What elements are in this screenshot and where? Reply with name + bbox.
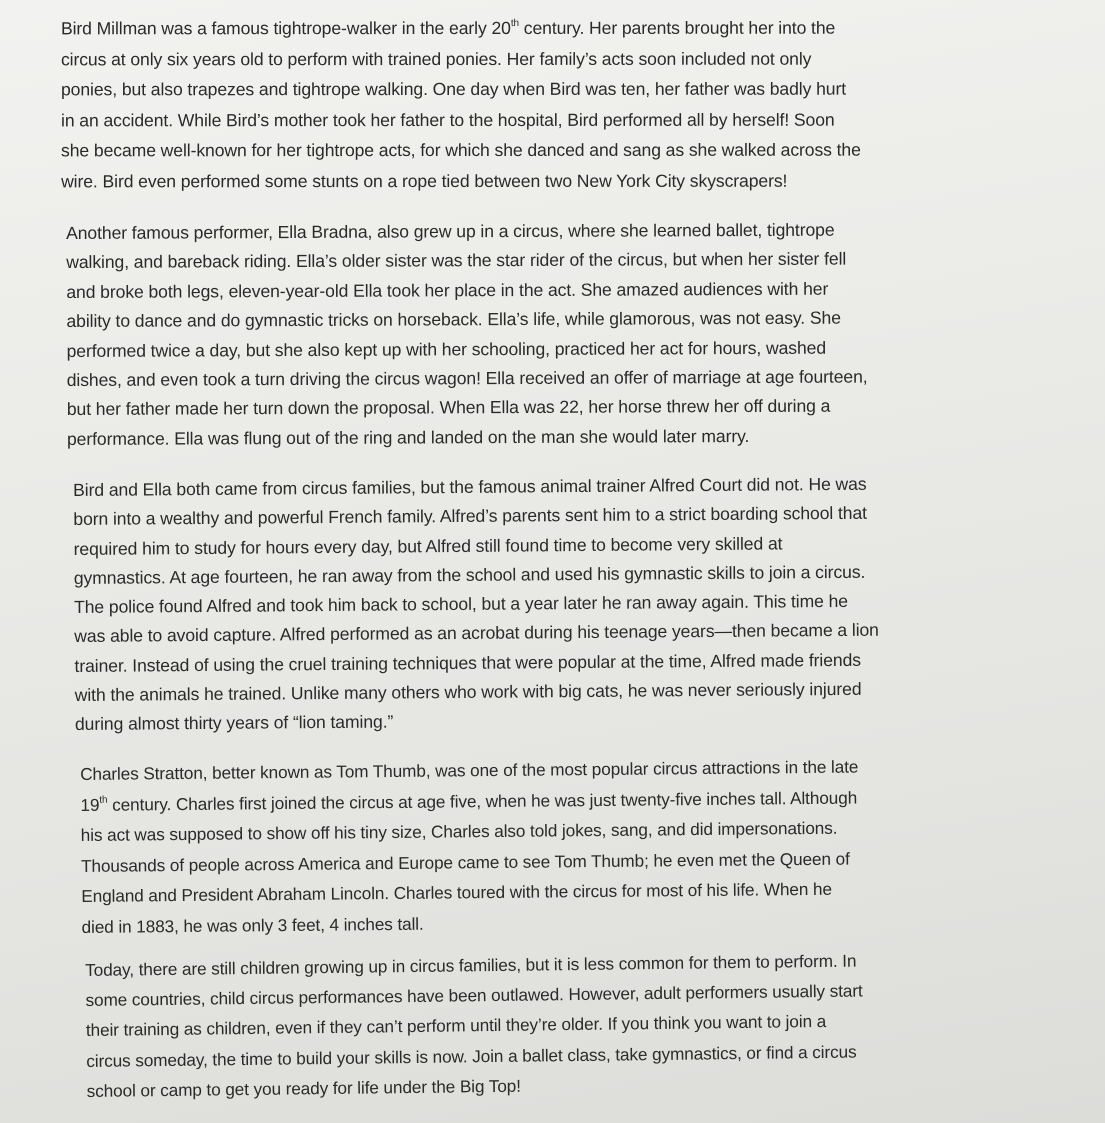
paragraph-today (85, 946, 864, 1106)
text-line: Another famous performer, Ella Bradna, also grew up in a circus, where she learned ballet, tightrope (66, 219, 835, 243)
text-line: with the animals he trained. Unlike many others who work with big cats, he was never seriously injured (74, 678, 862, 706)
text-line: gymnastics. At age fourteen, he ran away from the school and used his gymnastic skills to join a circus. (73, 561, 866, 588)
text-line: Bird and Ella both came from circus families, but the famous animal trainer Alfred Court did not. He was (73, 473, 867, 500)
text-line-end: century. Charles first joined the circus at age five, when he was just twenty-five inches tall. Although (107, 787, 858, 815)
text-line: their training as children, even if they can’t perform until they’re older. If you think you want to join a (85, 1011, 827, 1041)
text-line-start: Bird Millman was a famous tightrope-walker in the early 20 (60, 17, 511, 39)
text-line: wire. Bird even performed some stunts on a rope tied between two New York City skyscrapers! (61, 170, 788, 192)
text-line: ability to dance and do gymnastic tricks on horseback. Ella’s life, while glamorous, was not easy. She (66, 307, 841, 332)
paragraph-alfred-court (73, 470, 880, 740)
text-line: required him to study for hours every day, but Alfred still found time to become very skilled at (73, 533, 783, 559)
text-line (61, 13, 861, 44)
text-line: trainer. Instead of using the cruel training techniques that were popular at the time, Alfred made friends (74, 649, 862, 676)
text-line-end: century. Her parents brought her into the (518, 17, 836, 38)
paragraph-ella-bradna (66, 216, 868, 455)
text-line: performance. Ella was flung out of the ring and landed on the man she would later marry. (66, 425, 750, 449)
text-line: Thousands of people across America and Europe came to see Tom Thumb; he even met the Queen of (80, 848, 850, 876)
text-line: was able to avoid capture. Alfred performed as an acrobat during his teenage years—then became a lion (74, 620, 879, 647)
text-line: Today, there are still children growing up in circus families, but it is less common for them to perform. In (85, 950, 857, 980)
text-line: his act was supposed to show off his tiny size, Charles also told jokes, sang, and did impersonations. (80, 817, 838, 845)
text-line-start: 19 (80, 794, 100, 815)
text-line: school or camp to get you ready for life under the Big Top! (86, 1075, 521, 1101)
text-line: Charles Stratton, better known as Tom Thumb, was one of the most popular circus attractions in the late (80, 756, 859, 784)
ordinal-superscript: th (510, 17, 519, 29)
text-line: walking, and bareback riding. Ella’s older sister was the star rider of the circus, but when her sister fell (66, 249, 847, 273)
text-line: circus at only six years old to perform with trained ponies. Her family’s acts soon included not only (60, 48, 812, 69)
text-line: in an accident. While Bird’s mother took her father to the hospital, Bird performed all by herself! Soon (61, 109, 835, 131)
text-line: but her father made her turn down the proposal. When Ella was 22, her horse threw her off during a (66, 396, 831, 420)
ordinal-superscript: th (99, 794, 108, 806)
text-line: ponies, but also trapezes and tightrope walking. One day when Bird was ten, her father was badly hurt (60, 78, 847, 100)
text-line: The police found Alfred and took him back to school, but a year later he ran away again. This time he (73, 591, 849, 618)
paragraph-charles-stratton (80, 752, 860, 942)
text-line: during almost thirty years of “lion taming.” (74, 711, 394, 735)
text-line: dishes, and even took a turn driving the circus wagon! Ella received an offer of marriage at age fourteen, (66, 366, 868, 391)
text-line: performed twice a day, but she also kept up with her schooling, practiced her act for hours, washed (66, 337, 827, 361)
paragraph-bird-millman (61, 13, 861, 197)
text-line: some countries, child circus performances have been outlawed. However, adult performers usually start (85, 980, 863, 1011)
text-line: circus someday, the time to build your skills is now. Join a ballet class, take gymnastics, or find a circus (86, 1041, 857, 1071)
text-line: born into a wealthy and powerful French family. Alfred’s parents sent him to a strict boarding school that (73, 503, 867, 530)
text-line: and broke both legs, eleven-year-old Ella took her place in the act. She amazed audiences with her (66, 278, 829, 302)
text-line: she became well-known for her tightrope acts, for which she danced and sang as she walked across the (61, 140, 861, 161)
text-line: England and President Abraham Lincoln. Charles toured with the circus for most of his life. When he (81, 878, 832, 906)
text-line: died in 1883, he was only 3 feet, 4 inches tall. (81, 913, 424, 937)
